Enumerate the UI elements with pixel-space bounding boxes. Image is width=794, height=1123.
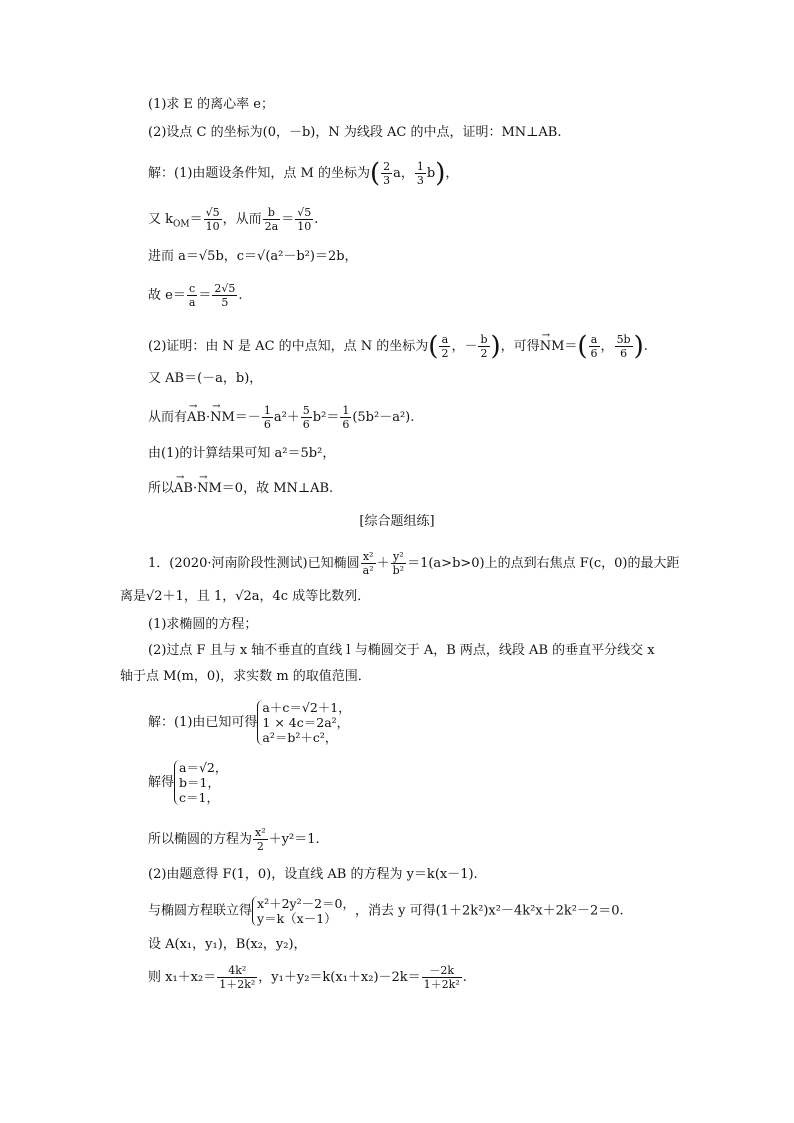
fraction: $\frac{√5}{10}$ [205, 206, 220, 233]
solution-1-text: 解：(1)由题设条件知，点 M 的坐标为 [148, 166, 370, 181]
conclusion-line: 所以→ AB·→ NM＝0，故 MN⊥AB. [148, 480, 333, 498]
fraction: $\frac{√5}{10}$ [297, 206, 312, 233]
question-2: (2)设点 C 的坐标为(0，－b)，N 为线段 AC 的中点，证明：MN⊥AB. [148, 125, 562, 140]
fraction: $\frac{a}{6}$ [590, 333, 598, 360]
fraction: $\frac{1}{3}$ [416, 160, 424, 187]
combined-system-line: 与椭圆方程联立得 x²＋2y²－2＝0， y＝k（x－1） ，消去 y 可得(1＋2k²)x²－4k²x＋2k²－2＝0. [148, 896, 624, 926]
question-1: (1)求 E 的离心率 e； [148, 97, 274, 112]
fraction: $\frac{c}{a}$ [188, 282, 196, 309]
dot-product-line: 从而有→ AB·→ NM＝－ $\frac{1}{6}$ a²＋ $\frac{5}{6}$ b²＝ $\frac{1}{6}$ (5b²－a²). [148, 404, 414, 431]
section-title: [综合题组练] [359, 514, 435, 529]
problem-1-line-a: 1．(2020·河南阶段性测试)已知椭圆 $\frac{\text{x²}}{\text{a²}}$ ＋ $\frac{\text{y²}}{\text{b²}}$ ＝1(a>b>0)上的点到右焦点 F(c，0)的最大距 [148, 550, 680, 577]
fraction: $\frac{2√5}{5}$ [214, 282, 236, 309]
problem-1-line-b: 离是√2＋1，且 1，√2a，4c 成等比数列． [120, 589, 371, 604]
fraction: $\frac{\text{x²}}{2}$ [255, 826, 266, 853]
points-line: 设 A(x₁，y₁)，B(x₂，y₂)， [148, 937, 307, 952]
vector: → NM [210, 409, 235, 427]
solution-1-line: 解：(1)由题设条件知，点 M 的坐标为( $\frac{2}{3}$ a， $\frac{1}{3}$ b)， [148, 158, 459, 189]
ellipse-equation-line: 所以椭圆的方程为 $\frac{\text{x²}}{2}$ ＋y²＝1. [148, 826, 320, 853]
fraction: $\frac{5b}{6}$ [616, 333, 631, 360]
sum-line: 则 x₁＋x₂＝ $\frac{\text{4k²}}{\text{1＋2k²}}$ ，y₁＋y₂＝k(x₁＋x₂)－2k＝ $\frac{-2k}{\text{1＋2k²}}$ . [148, 964, 467, 991]
equation-system: a＝√2， b＝1， c＝1， [174, 760, 227, 805]
fraction: $\frac{1}{6}$ [263, 404, 271, 431]
fraction: $\frac{1}{6}$ [342, 404, 350, 431]
problem-1-q1: (1)求椭圆的方程； [148, 617, 258, 632]
eccentricity-line: 故 e＝ $\frac{c}{a}$ ＝ $\frac{2√5}{5}$ . [148, 282, 243, 309]
line-ab-line: (2)由题意得 F(1，0)，设直线 AB 的方程为 y＝k(x－1). [148, 867, 478, 882]
fraction: $\frac{a}{2}$ [441, 333, 449, 360]
problem-1-q2a: (2)过点 F 且与 x 轴不垂直的直线 l 与椭圆交于 A，B 两点，线段 AB 的垂直平分线交 x [148, 643, 655, 658]
fraction: $\frac{-2k}{\text{1＋2k²}}$ [423, 964, 460, 991]
ab-line: 又 AB＝(－a，b)， [148, 371, 263, 386]
fraction: $\frac{b}{2}$ [480, 333, 488, 360]
vector: → AB [187, 409, 206, 427]
vector: → NM [540, 338, 565, 356]
problem-1-q2b: 轴于点 M(m，0)，求实数 m 的取值范围． [120, 669, 371, 684]
fraction: $\frac{5}{6}$ [302, 404, 310, 431]
kom-line: 又 $k_{OM}=$ $\frac{√5}{10}$ ，从而 $\frac{b}{2a}$ ＝ $\frac{√5}{10}$ . [148, 206, 319, 233]
a-value-line: 进而 a＝√5b，c＝√(a²－b²)＝2b， [148, 249, 358, 264]
equation-system: a＋c＝√2＋1， 1 × 4c＝2a²， a²＝b²＋c²， [257, 700, 350, 745]
proof-line: (2)证明：由 N 是 AC 的中点知，点 N 的坐标为( $\frac{a}{2}$ ，－ $\frac{b}{2}$ )，可得→ NM＝( $\frac{a}{6}$ ， $\frac{5b}{6}$ ). [148, 333, 648, 360]
fraction: $\frac{2}{3}$ [383, 160, 391, 187]
fraction: $\frac{\text{x²}}{\text{a²}}$ [362, 550, 374, 577]
equation-system: x²＋2y²－2＝0， y＝k（x－1） [252, 896, 355, 926]
fraction: $\frac{\text{4k²}}{\text{1＋2k²}}$ [219, 964, 256, 991]
vector: → NM [197, 480, 222, 498]
vector: → AB [174, 480, 193, 498]
calc-line: 由(1)的计算结果可知 a²＝5b²， [148, 446, 336, 461]
solution-system-1: 解：(1)由已知可得 a＋c＝√2＋1， 1 × 4c＝2a²， a²＝b²＋c²， [148, 700, 351, 745]
fraction: $\frac{\text{y²}}{\text{b²}}$ [392, 550, 405, 577]
fraction: $\frac{b}{2a}$ [264, 206, 279, 233]
solution-system-2: 解得 a＝√2， b＝1， c＝1， [148, 760, 228, 805]
